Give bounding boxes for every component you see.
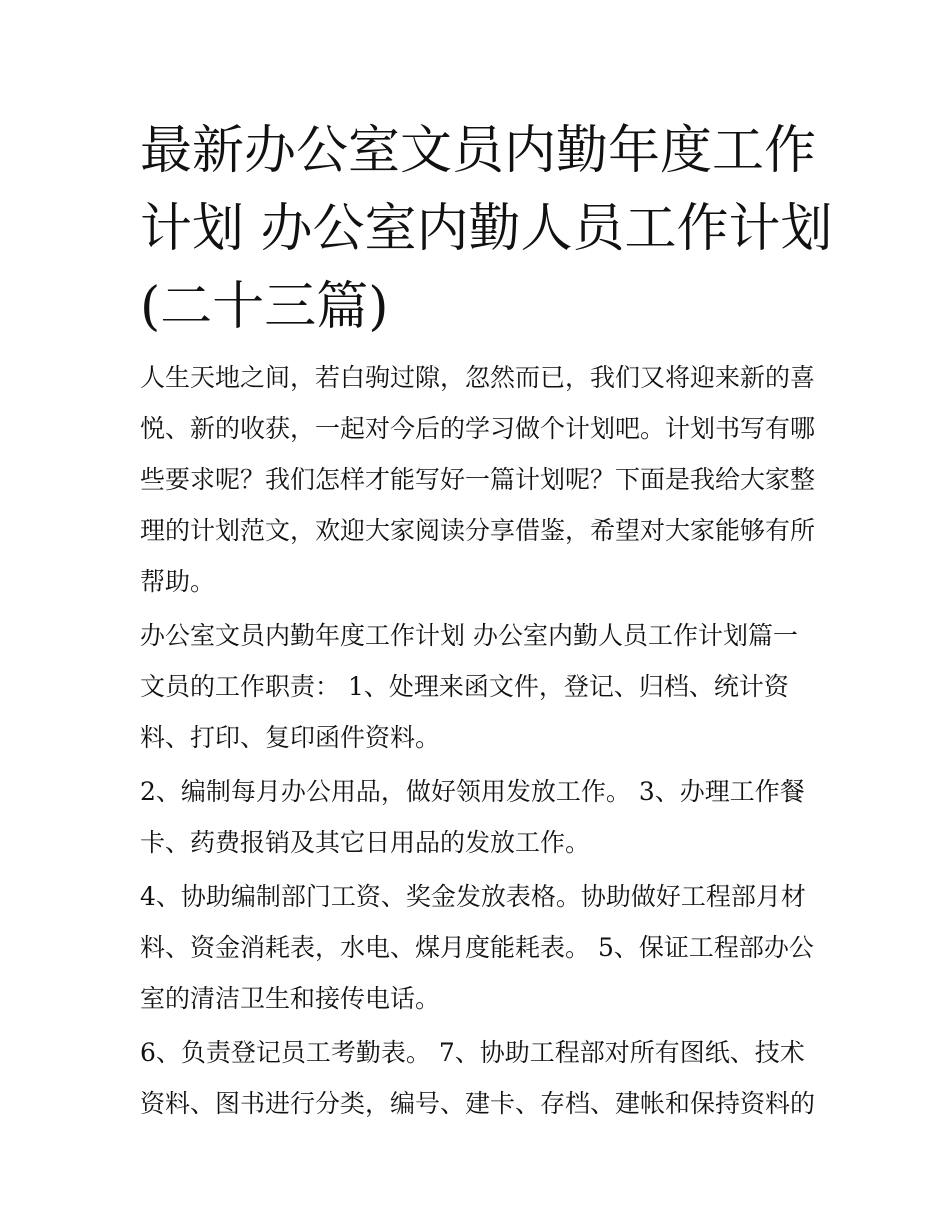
text-line: 帮助。 bbox=[140, 567, 216, 596]
text-line: 4、协助编制部门工资、奖金发放表格。协助做好工程部月材 bbox=[140, 882, 806, 911]
text-line: 文员的工作职责： 1、处理来函文件，登记、归档、统计资 bbox=[140, 672, 789, 701]
paragraph-item-6-7 bbox=[140, 1027, 830, 1129]
text-line: 些要求呢？我们怎样才能写好一篇计划呢？下面是我给大家整 bbox=[140, 465, 816, 494]
text-line: 理的计划范文，欢迎大家阅读分享借鉴，希望对大家能够有所 bbox=[140, 516, 816, 545]
text-line: 2、编制每月办公用品，做好领用发放工作。 3、办理工作餐 bbox=[140, 777, 805, 806]
text-line: 资料、图书进行分类，编号、建卡、存档、建帐和保持资料的 bbox=[140, 1089, 816, 1118]
title-line: (二十三篇) bbox=[140, 277, 389, 337]
text-line: 卡、药费报销及其它日用品的发放工作。 bbox=[140, 828, 591, 857]
text-line: 室的清洁卫生和接传电话。 bbox=[140, 984, 441, 1013]
text-line: 悦、新的收获，一起对今后的学习做个计划吧。计划书写有哪 bbox=[140, 414, 816, 443]
text-line: 办公室文员内勤年度工作计划 办公室内勤人员工作计划篇一 bbox=[140, 621, 798, 650]
text-line: 人生天地之间，若白驹过隙，忽然而已，我们又将迎来新的喜 bbox=[140, 363, 816, 392]
document-body bbox=[140, 352, 830, 1132]
title-line: 计划 办公室内勤人员工作计划 bbox=[140, 199, 833, 259]
title-line: 最新办公室文员内勤年度工作 bbox=[140, 121, 817, 181]
paragraph-section-heading bbox=[140, 610, 830, 763]
paragraph-item-2-3 bbox=[140, 766, 830, 868]
text-line: 6、负责登记员工考勤表。 7、协助工程部对所有图纸、技术 bbox=[140, 1038, 805, 1067]
paragraph-intro bbox=[140, 352, 830, 607]
text-line: 料、资金消耗表，水电、煤月度能耗表。 5、保证工程部办公 bbox=[140, 933, 814, 962]
text-line: 料、打印、复印函件资料。 bbox=[140, 723, 441, 752]
document-title bbox=[140, 112, 833, 346]
paragraph-item-4-5 bbox=[140, 871, 830, 1024]
